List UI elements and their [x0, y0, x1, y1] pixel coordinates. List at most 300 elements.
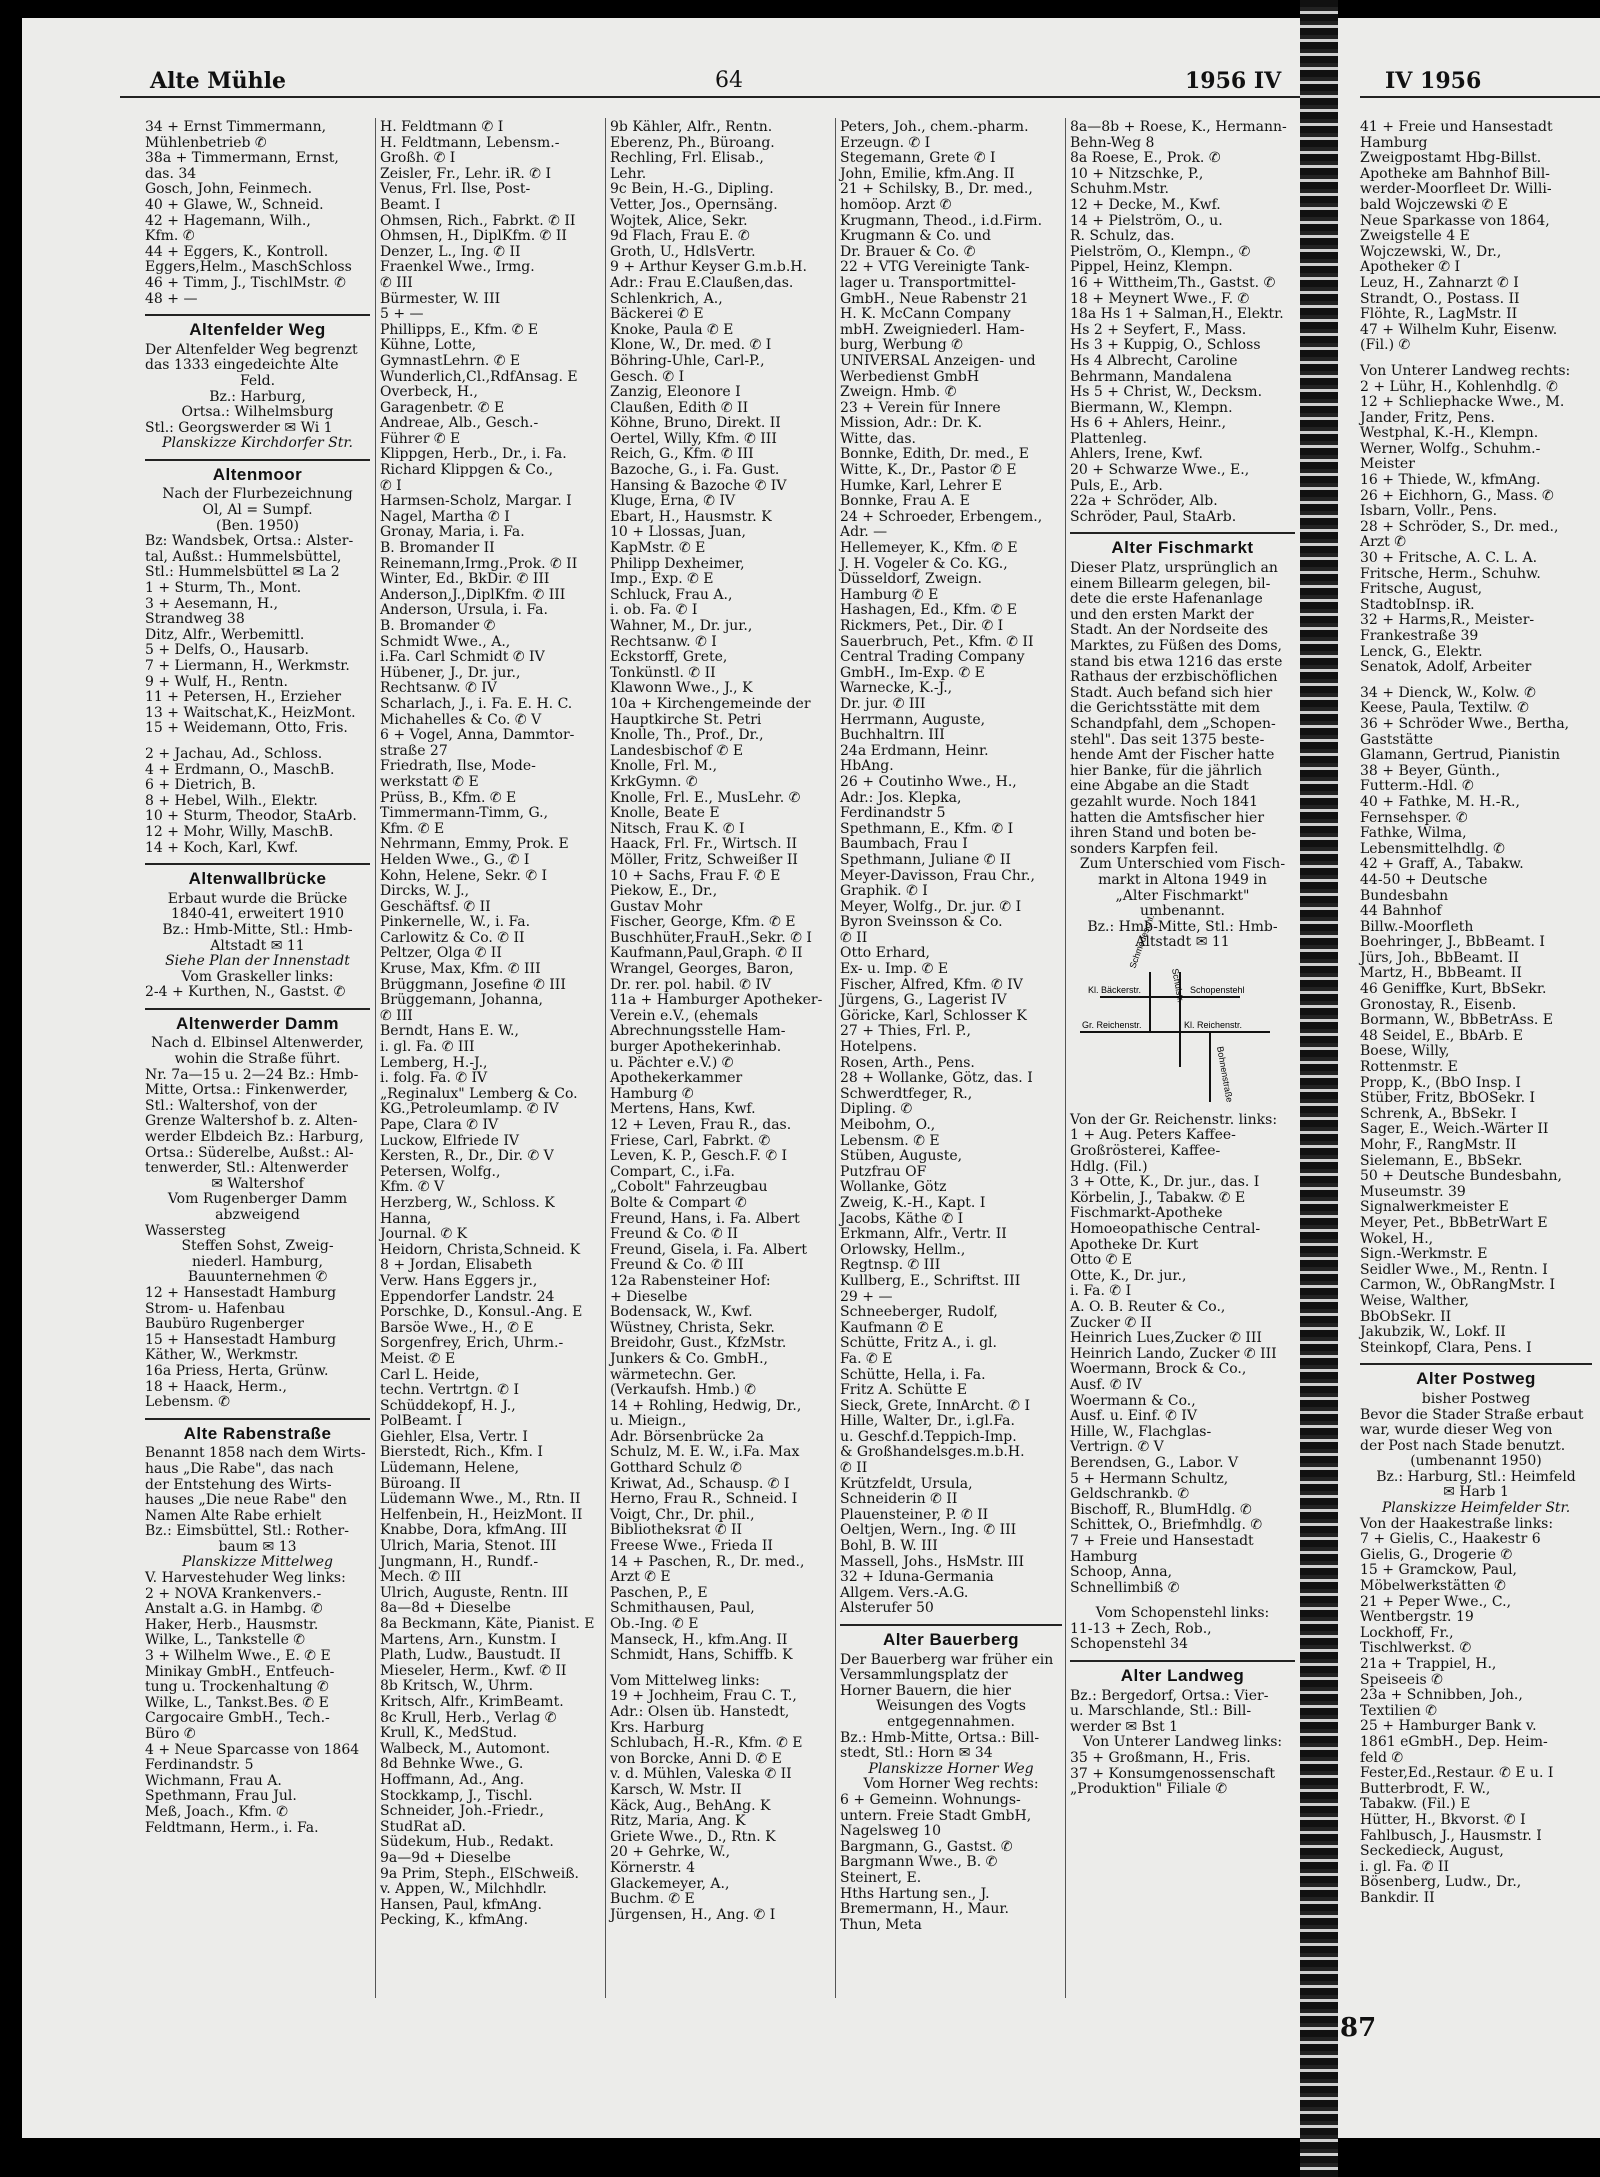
directory-entry: Martens, Arn., Kunstm. I [380, 1631, 557, 1648]
directory-entry: Hille, Walter, Dr., i.gl.Fa. [840, 1413, 1015, 1430]
directory-entry: Schulz, M. E. W., i.Fa. Max [610, 1444, 800, 1461]
directory-entry: Otto ✆ E [1070, 1252, 1133, 1269]
directory-entry: werder Elbdeich Bz.: Harburg, [145, 1129, 364, 1146]
directory-entry: Hamburg [1070, 1548, 1138, 1565]
directory-entry: die Gerichtsstätte mit dem [1070, 700, 1260, 717]
directory-entry: Werner, Wolfg., Schuhm.- [1360, 440, 1541, 457]
directory-entry: stedt, Stl.: Horn ✉ 34 [840, 1745, 993, 1762]
directory-entry: Propp, K., (BbO Insp. I [1360, 1074, 1521, 1091]
directory-entry: Manseck, H., kfm.Ang. II [610, 1631, 788, 1648]
directory-entry: Haker, Herb., Hausmstr. [145, 1616, 319, 1633]
directory-entry: Mission, Adr.: Dr. K. [840, 415, 983, 432]
directory-entry: 12 + Leven, Frau R., das. [610, 1117, 792, 1133]
directory-entry: Böhring-Uhle, Carl-P., [610, 352, 765, 369]
directory-entry: Biermann, W., Klempn. [1070, 399, 1233, 416]
street-note: Bz.: Hmb-Mitte, Stl.: Hmb- [1087, 918, 1278, 935]
directory-entry: Textilien ✆ [1360, 1702, 1437, 1719]
directory-entry: 5 + Hermann Schultz, [1070, 1470, 1229, 1487]
directory-entry: v. d. Mühlen, Valeska ✆ II [610, 1766, 792, 1783]
directory-entry: Bormann, W., BbBetrAss. E [1360, 1012, 1553, 1029]
directory-entry: Hamburg ✆ [610, 1085, 694, 1102]
directory-entry: KrkGymn. ✆ [610, 773, 698, 790]
directory-entry: Stüber, Fritz, BbOSekr. I [1360, 1090, 1535, 1107]
directory-entry: Schnellimbiß ✆ [1070, 1579, 1180, 1596]
directory-entry: Oeltjen, Wern., Ing. ✆ III [840, 1522, 1017, 1539]
directory-entry: GmbH., Neue Rabenstr 21 [840, 290, 1029, 307]
street-note: Vom Rugenberger Damm [167, 1191, 348, 1208]
directory-entry: Hotelpens. [840, 1039, 917, 1056]
directory-entry: untern. Freie Stadt GmbH, [840, 1807, 1032, 1824]
directory-entry: 2-4 + Kurthen, N., Gastst. ✆ [145, 984, 346, 1001]
directory-entry: ✆ II [840, 929, 868, 946]
directory-entry: GymnastLehrn. ✆ E [380, 352, 521, 369]
directory-entry: Billw.-Moorfleth [1360, 918, 1474, 935]
directory-entry: Warnecke, K.-J., [840, 680, 953, 697]
directory-entry: 38 + Beyer, Günth., [1360, 762, 1501, 779]
directory-entry: Hamburg ✆ E [840, 586, 939, 603]
directory-entry: stehl". Das seit 1375 beste- [1070, 731, 1265, 748]
directory-entry: Stl.: Georgswerder ✉ Wi 1 [145, 419, 333, 436]
directory-entry: 12 + Schliephacke Wwe., M. [1360, 394, 1565, 411]
directory-entry: Versammlungsplatz der [840, 1667, 1008, 1684]
directory-entry: Anstalt a.G. in Hambg. ✆ [145, 1601, 323, 1618]
directory-entry: i. folg. Fa. ✆ IV [380, 1070, 488, 1087]
directory-entry: 2 + Lühr, H., Kohlenhdlg. ✆ [1360, 378, 1558, 395]
directory-entry: 10 + Llossas, Juan, [610, 524, 746, 541]
directory-entry: 11-13 + Zech, Rob., [1070, 1620, 1212, 1637]
directory-entry: Apotheker ✆ I [1360, 259, 1461, 276]
directory-entry: Freund, Hans, i. Fa. Albert [610, 1210, 800, 1227]
directory-entry: Isbarn, Vollr., Pens. [1360, 503, 1498, 520]
directory-entry: Schmidt, Hans, Schiffb. K [610, 1647, 793, 1664]
directory-entry: hier Banke, für die jährlich [1070, 762, 1262, 779]
directory-entry: Sager, E., Weich.-Wärter II [1360, 1121, 1549, 1138]
directory-entry: Lebensm. ✆ E [840, 1132, 940, 1149]
directory-entry: Jürgens, G., Lagerist IV [840, 992, 1007, 1009]
directory-entry: Schmidt Wwe., A., [380, 633, 511, 650]
directory-entry: Bargmann, G., Gastst. ✆ [840, 1838, 1013, 1855]
directory-entry: 16 + Wittheim,Th., Gastst. ✆ [1070, 274, 1276, 291]
directory-entry: straße 27 [380, 742, 448, 759]
directory-entry: Leven, K. P., Gesch.F. ✆ I [610, 1148, 788, 1165]
directory-entry: Plath, Ludw., Baustudt. II [380, 1647, 561, 1664]
directory-entry: Ferdinandstr. 5 [145, 1757, 254, 1774]
directory-entry: (Verkaufsh. Hmb.) ✆ [610, 1382, 756, 1399]
directory-entry: 30 + Fritsche, A. C. L. A. [1360, 550, 1538, 567]
directory-entry: Gotthard Schulz ✆ [610, 1460, 742, 1477]
directory-entry: Schrenk, A., BbSekr. I [1360, 1105, 1517, 1122]
directory-entry: Strandweg 38 [145, 611, 245, 628]
street-note: umbenannt. [1139, 903, 1225, 920]
directory-entry: Bolte & Compart ✆ [610, 1194, 747, 1211]
directory-entry: 21 + Schilsky, B., Dr. med., [840, 181, 1033, 198]
directory-entry: Minikay GmbH., Entfeuch- [145, 1663, 335, 1680]
directory-entry: 11a + Hamburger Apotheker- [610, 992, 823, 1009]
directory-entry: Kersten, R., Dr., Dir. ✆ V [380, 1148, 554, 1165]
directory-entry: Fischmarkt-Apotheke [1070, 1205, 1223, 1222]
directory-entry: tung u. Trockenhaltung ✆ [145, 1679, 329, 1696]
directory-entry: 5 + — [380, 306, 424, 323]
directory-entry: Feldtmann, Herm., i. Fa. [145, 1819, 319, 1836]
directory-entry: 7 + Gielis, C., Haakestr 6 [1360, 1531, 1541, 1548]
directory-entry: Woermann, Brock & Co., [1070, 1361, 1247, 1378]
directory-entry: ✆ II [840, 1460, 868, 1477]
directory-entry: Hauptkirche St. Petri [610, 711, 762, 728]
directory-entry: Meyer, Wolfg., Dr. jur. ✆ I [840, 898, 1022, 915]
directory-entry: KG.,Petroleumlamp. ✆ IV [380, 1101, 559, 1118]
directory-entry: Fischer, George, Kfm. ✆ E [610, 914, 796, 931]
directory-entry: Schluck, Frau A., [610, 586, 733, 603]
directory-entry: hauses „Die neue Rabe" den [145, 1492, 347, 1509]
directory-entry: Berndt, Hans E. W., [380, 1023, 519, 1040]
map-street-label: Bohnenstraße [1215, 1045, 1235, 1103]
directory-entry: Bz.: Hmb-Mitte, Ortsa.: Bill- [840, 1729, 1040, 1746]
directory-entry: Tischlwerkst. ✆ [1360, 1640, 1472, 1657]
directory-entry: Jacobs, Käthe ✆ I [840, 1210, 964, 1227]
directory-entry: 15 + Hansestadt Hamburg [145, 1331, 337, 1348]
directory-entry: Anderson, Ursula, i. Fa. [380, 602, 548, 619]
directory-entry: Gaststätte [1360, 731, 1434, 748]
directory-entry: Spethmann, Juliane ✆ II [840, 851, 1011, 868]
directory-entry: Schmithausen, Paul, [610, 1600, 755, 1617]
directory-entry: Ohmsen, H., DiplKfm. ✆ II [380, 228, 567, 245]
street-note: (umbenannt 1950) [1410, 1453, 1542, 1470]
directory-entry: 21a + Trappiel, H., [1360, 1656, 1497, 1672]
map-street-label: Kl. Reichenstr. [1184, 1019, 1243, 1030]
directory-entry: Berendsen, G., Labor. V [1070, 1454, 1239, 1471]
directory-entry: Pippel, Heinz, Klempn. [1070, 259, 1233, 276]
directory-entry: Ahlers, Irene, Kwf. [1070, 446, 1203, 463]
directory-entry: Buchhaltrn. III [840, 727, 945, 744]
directory-entry: Homoeopathische Central- [1070, 1221, 1261, 1238]
directory-entry: das 1333 eingedeichte Alte [145, 357, 339, 374]
directory-entry: Hs 3 + Kuppig, O., Schloss [1070, 337, 1261, 354]
street-note: Bz.: Harburg, Stl.: Heimfeld [1376, 1468, 1576, 1485]
directory-entry: 6 + Dietrich, B. [145, 777, 256, 794]
directory-entry: 24 + Schroeder, Erbengem., [840, 508, 1043, 525]
directory-entry: A. O. B. Reuter & Co., [1070, 1299, 1226, 1315]
street-note: Ortsa.: Wilhelmsburg [181, 404, 334, 421]
directory-entry: Allgem. Vers.-A.G. [840, 1584, 969, 1601]
directory-entry: B. Bromander II [380, 540, 495, 557]
directory-entry: mbH. Zweigniederl. Ham- [840, 321, 1025, 338]
directory-entry: Lockhoff, Fr., [1360, 1624, 1454, 1641]
directory-entry: 5 + Delfs, O., Hausarb. [145, 642, 310, 659]
plan-reference: Planskizze Mittelweg [182, 1554, 333, 1571]
directory-entry: u. Marschlande, Stl.: Bill- [1070, 1703, 1252, 1720]
directory-entry: 44 + Eggers, K., Kontroll. [145, 243, 329, 260]
directory-entry: 26 + Eichhorn, G., Mass. ✆ [1360, 487, 1554, 504]
directory-entry: 44 Bahnhof [1360, 903, 1442, 920]
directory-entry: Schoop, Anna, [1070, 1564, 1173, 1581]
directory-entry: Massell, Johs., HsMstr. III [840, 1553, 1024, 1570]
directory-entry: 18a Hs 1 + Salman,H., Elektr. [1070, 306, 1284, 323]
directory-entry: Stadt. Auch befand sich hier [1070, 684, 1273, 701]
directory-entry: KapMstr. ✆ E [610, 540, 706, 557]
directory-entry: Meibohm, O., [840, 1117, 936, 1133]
directory-entry: Behn-Weg 8 [1070, 134, 1155, 151]
directory-entry: 20 + Gehrke, W., [610, 1844, 731, 1861]
directory-entry: 46 + Timm, J., TischlMstr. ✆ [145, 274, 346, 291]
directory-entry: Bargmann Wwe., B. ✆ [840, 1854, 998, 1871]
directory-entry: H. K. McCann Company [840, 306, 1011, 323]
directory-entry: 8d Behnke Wwe., G. [380, 1756, 524, 1773]
street-note: Bz.: Hmb-Mitte, Stl.: Hmb- [162, 921, 353, 938]
street-note: ✉ Waltershof [211, 1175, 304, 1192]
directory-entry: 14 + Paschen, R., Dr. med., [610, 1553, 805, 1570]
directory-entry: war, wurde dieser Weg von [1360, 1422, 1553, 1439]
directory-entry: Hs 6 + Ahlers, Heinr., [1070, 415, 1227, 432]
directory-entry: 38a + Timmermann, Ernst, [145, 150, 339, 167]
directory-entry: Schütte, Hella, i. Fa. [840, 1366, 986, 1383]
directory-entry: 40 + Fathke, M. H.-R., [1360, 793, 1520, 810]
directory-entry: Friese, Carl, Fabrkt. ✆ [610, 1132, 771, 1149]
directory-entry: „Cobolt" Fahrzeugbau [610, 1179, 768, 1196]
directory-entry: Peters, Joh., chem.-pharm. [840, 119, 1029, 135]
directory-entry: Bonnke, Edith, Dr. med., E [840, 446, 1029, 463]
directory-entry: ✆ III [380, 274, 413, 291]
street-note: Altstadt ✉ 11 [1135, 934, 1230, 951]
directory-entry: Kaufmann,Paul,Graph. ✆ II [610, 945, 803, 962]
directory-entry: Luckow, Elfriede IV [380, 1132, 519, 1149]
directory-entry: Neue Sparkasse von 1864, [1360, 212, 1550, 229]
directory-entry: Bazoche, G., i. Fa. Gust. [610, 462, 780, 479]
directory-entry: Boehringer, J., BbBeamt. I [1360, 934, 1545, 951]
directory-entry: Hille, W., Flachglas- [1070, 1423, 1212, 1440]
directory-entry: 26 + Coutinho Wwe., H., [840, 773, 1017, 790]
directory-entry: 8a—8b + Roese, K., Hermann- [1070, 119, 1287, 135]
street-note: Altstadt ✉ 11 [210, 937, 305, 954]
directory-entry: burger Apothekerinhab. [610, 1039, 782, 1056]
directory-entry: Körbelin, J., Tabakw. ✆ E [1070, 1189, 1246, 1206]
directory-entry: Herno, Frau R., Schneid. I [610, 1491, 798, 1508]
directory-entry: Stockkamp, J., Tischl. [380, 1787, 533, 1804]
column-rule [605, 118, 606, 1998]
directory-entry: Ebart, H., Hausmstr. K [610, 508, 772, 525]
street-heading: Alter Landweg [1070, 1660, 1295, 1684]
directory-entry: Schwerdtfeger, R., [840, 1085, 973, 1102]
column-rule [375, 118, 376, 1998]
directory-entry: Thun, Meta [840, 1916, 922, 1933]
directory-entry: 9d Flach, Frau E. ✆ [610, 228, 750, 245]
directory-entry: Möller, Fritz, Schweißer II [610, 851, 798, 868]
directory-entry: 12 + Decke, M., Kwf. [1070, 196, 1221, 213]
street-note: markt in Altona 1949 in [1098, 871, 1267, 888]
street-note: Weisungen des Vogts [876, 1698, 1026, 1715]
directory-entry: techn. Vertrtgn. ✆ I [380, 1382, 520, 1399]
directory-entry: Griete Wwe., D., Rtn. K [610, 1828, 776, 1845]
directory-entry: Zweign. Hmb. ✆ [840, 384, 957, 401]
directory-entry: Hashagen, Ed., Kfm. ✆ E [840, 602, 1018, 619]
street-note: wohin die Straße führt. [174, 1051, 341, 1068]
directory-entry: 4 + Neue Sparcasse von 1864 [145, 1741, 360, 1758]
directory-entry: Spethmann, E., Kfm. ✆ I [840, 820, 1014, 837]
directory-entry: i. gl. Fa. ✆ II [1360, 1858, 1449, 1875]
directory-entry: Von Unterer Landweg rechts: [1360, 362, 1571, 379]
directory-entry: Imp., Exp. ✆ E [610, 571, 714, 588]
directory-entry: u. Mieign., [610, 1413, 687, 1430]
directory-entry: Sorgenfrey, Erich, Uhrm.- [380, 1335, 564, 1352]
directory-entry: Schopenstehl 34 [1070, 1636, 1188, 1653]
directory-entry: Nagelsweg 10 [840, 1823, 942, 1840]
directory-entry: Flöhte, R., LagMstr. II [1360, 306, 1518, 323]
directory-entry: Mohr, F., RangMstr. II [1360, 1137, 1517, 1153]
directory-entry: Kluge, Erna, ✆ IV [610, 493, 736, 510]
directory-entry: 12 + Hansestadt Hamburg [145, 1284, 337, 1301]
directory-entry: i. ob. Fa. ✆ I [610, 602, 698, 619]
directory-entry: Gesch. ✆ I [610, 368, 685, 385]
directory-entry: 10 + Nitzschke, P., [1070, 165, 1204, 182]
directory-entry: Zucker ✆ II [1070, 1314, 1152, 1331]
directory-entry: Steinert, E. [840, 1869, 922, 1886]
street-note: (Ben. 1950) [215, 517, 300, 534]
directory-entry: Stadt. An der Nordseite des [1070, 622, 1269, 639]
street-note: niederl. Hamburg, [191, 1253, 323, 1270]
directory-entry: ✆ III [380, 1007, 413, 1024]
directory-entry: Pielström, O., Klempn., ✆ [1070, 243, 1251, 260]
directory-entry: Knolle, Frl. M., [610, 758, 718, 775]
street-heading: Altenmoor [145, 459, 370, 483]
directory-entry: sonders Karpfen feil. [1070, 840, 1219, 857]
directory-entry: Bundesbahn [1360, 887, 1449, 904]
directory-entry: 32 + Harms,R., Meister- [1360, 612, 1535, 629]
directory-entry: Brüggmann, Josefine ✆ III [380, 976, 566, 993]
directory-entry: Carmon, W., ObRangMstr. I [1360, 1277, 1556, 1294]
directory-entry: Philipp Dexheimer, [610, 555, 745, 572]
directory-entry: Rosen, Arth., Pens. [840, 1054, 975, 1071]
directory-entry: 8 + Jordan, Elisabeth [380, 1257, 533, 1274]
directory-entry: 27 + Thies, Frl. P., [840, 1023, 971, 1040]
directory-entry: 19 + Jochheim, Frau C. T., [610, 1688, 797, 1705]
directory-entry: Karsch, W. Mstr. II [610, 1781, 742, 1798]
plan-reference: Planskizze Heimfelder Str. [1381, 1500, 1571, 1517]
directory-entry: Tonkünstl. ✆ II [610, 664, 716, 681]
directory-entry: Michahelles & Co. ✆ V [380, 711, 542, 728]
directory-entry: Peltzer, Olga ✆ II [380, 945, 502, 962]
directory-entry: Alsterufer 50 [840, 1600, 934, 1617]
directory-entry: Horner Bauern, die hier [840, 1682, 1011, 1699]
directory-entry: Fraenkel Wwe., Irmg. [380, 259, 535, 276]
directory-entry: Krs. Harburg [610, 1719, 705, 1736]
directory-entry: 3 + Otte, K., Dr. jur., das. I [1070, 1174, 1260, 1191]
directory-entry: 40 + Glawe, W., Schneid. [145, 196, 324, 213]
directory-entry: 32 + Iduna-Germania [840, 1569, 994, 1586]
directory-entry: Heinrich Lando, Zucker ✆ III [1070, 1345, 1277, 1362]
directory-entry: Bonnke, Frau A. E [840, 493, 970, 510]
directory-entry: Plattenleg. [1070, 430, 1147, 447]
plan-reference: Planskizze Horner Weg [868, 1760, 1034, 1777]
directory-entry: Wilke, L., Tankstelle ✆ [145, 1632, 306, 1649]
directory-entry: Wentbergstr. 19 [1360, 1609, 1474, 1626]
directory-entry: Körnerstr. 4 [610, 1859, 695, 1876]
directory-entry: Byron Sveinsson & Co. [840, 914, 1003, 931]
directory-entry: gezahlt wurde. Noch 1841 [1070, 793, 1258, 810]
directory-entry: Rickmers, Pet., Dir. ✆ I [840, 618, 1004, 634]
directory-entry: 35 + Großmann, H., Fris. [1070, 1750, 1251, 1767]
directory-entry: einem Billearm gelegen, bil- [1070, 575, 1271, 592]
directory-entry: 12a Rabensteiner Hof: [610, 1272, 771, 1289]
directory-entry: Timmermann-Timm, G., [380, 805, 549, 822]
directory-entry: Hdlg. (Fil.) [1070, 1158, 1148, 1175]
directory-entry: Kfm. ✆ E [380, 820, 445, 837]
directory-entry: 8a—8d + Dieselbe [380, 1600, 511, 1617]
directory-entry: Bischoff, R., BlumHdlg. ✆ [1070, 1501, 1252, 1518]
directory-entry: Ausf. u. Einf. ✆ IV [1070, 1408, 1197, 1425]
directory-entry: u. Geschf.d.Teppich-Imp. [840, 1428, 1017, 1445]
directory-entry: Vom Mittelweg links: [610, 1672, 760, 1689]
directory-entry: Der Bauerberg war früher ein [840, 1651, 1054, 1668]
directory-entry: Adr.: Jos. Klepka, [840, 789, 962, 806]
directory-entry: Eberenz, Ph., Büroang. [610, 134, 775, 151]
directory-entry: Glackemeyer, A., [610, 1875, 730, 1892]
directory-entry: Eppendorfer Landstr. 24 [380, 1288, 555, 1305]
directory-entry: Dircks, W. J., [380, 883, 470, 900]
directory-entry: Wrangel, Georges, Baron, [610, 961, 794, 978]
directory-entry: Steinkopf, Clara, Pens. I [1360, 1339, 1532, 1356]
directory-entry: John, Emilie, kfm.Ang. II [840, 165, 1015, 182]
directory-entry: Orlowsky, Hellm., [840, 1241, 966, 1258]
directory-entry: Carl L. Heide, [380, 1366, 480, 1383]
directory-entry: Wassersteg [145, 1222, 226, 1239]
directory-entry: 3 + Wilhelm Wwe., E. ✆ E [145, 1648, 331, 1665]
directory-entry: Hs 4 Albrecht, Caroline [1070, 352, 1238, 369]
directory-entry: Kullberg, E., Schriftst. III [840, 1272, 1021, 1289]
directory-entry: Mühlenbetrieb ✆ [145, 134, 267, 151]
directory-entry: Wichmann, Frau A. [145, 1772, 282, 1789]
directory-entry: Dr. rer. pol. habil. ✆ IV [610, 976, 772, 993]
directory-entry: Futterm.-Hdl. ✆ [1360, 778, 1474, 795]
directory-entry: Wollanke, Götz [840, 1179, 947, 1196]
directory-entry: Dr. Brauer & Co. ✆ [840, 243, 976, 260]
directory-entry: Behrmann, Mandalena [1070, 368, 1232, 385]
directory-entry: i.Fa. Carl Schmidt ✆ IV [380, 649, 545, 666]
directory-entry: Kaufmann ✆ E [840, 1319, 944, 1336]
directory-entry: UNIVERSAL Anzeigen- und [840, 352, 1036, 369]
directory-entry: Eckstorff, Grete, [610, 649, 728, 666]
directory-entry: Arzt ✆ E [610, 1569, 671, 1586]
directory-entry: Fritz A. Schütte E [840, 1382, 968, 1399]
directory-column-1 [145, 120, 370, 1836]
directory-entry: Fernsehsper. ✆ [1360, 809, 1468, 826]
directory-entry: Fischer, Alfred, Kfm. ✆ IV [840, 976, 1023, 993]
directory-entry: Spethmann, Frau Jul. [145, 1788, 297, 1805]
directory-entry: Bz.: Eimsbüttel, Stl.: Rother- [145, 1523, 349, 1540]
directory-entry: Werbedienst GmbH [840, 368, 980, 385]
street-note: Vom Graskeller links: [181, 968, 334, 985]
directory-entry: Barsöe Wwe., H., ✆ E [380, 1319, 534, 1336]
directory-entry: Strom- u. Hafenbau [145, 1300, 286, 1317]
directory-entry: Wojczewski, W., Dr., [1360, 243, 1502, 260]
directory-entry: 28 + Schröder, S., Dr. med., [1360, 518, 1559, 535]
directory-entry: Journal. ✆ K [380, 1226, 468, 1243]
directory-entry: Lebensmittelhdlg. ✆ [1360, 840, 1505, 857]
plan-reference: Planskizze Kirchdorfer Str. [162, 435, 353, 452]
directory-entry: BbObSekr. II [1360, 1308, 1452, 1325]
directory-entry: Geldschrankb. ✆ [1070, 1486, 1190, 1503]
directory-entry: haus „Die Rabe", das nach [145, 1460, 334, 1477]
directory-entry: Wunderlich,Cl.,RdfAnsag. E [380, 368, 578, 385]
directory-entry: Beamt. I [380, 196, 441, 213]
directory-entry: 42 + Graff, A., Tabakw. [1360, 856, 1524, 873]
directory-entry: 18 + Meynert Wwe., F. ✆ [1070, 290, 1250, 307]
column-rule [835, 118, 836, 1998]
directory-entry: 44-50 + Deutsche [1360, 871, 1488, 888]
directory-entry: Meß, Joach., Kfm. ✆ [145, 1803, 289, 1820]
directory-entry: Witte, K., Dr., Pastor ✆ E [840, 462, 1017, 479]
directory-entry: Putzfrau OF [840, 1163, 927, 1180]
directory-entry: 1861 eGmbH., Dep. Heim- [1360, 1733, 1548, 1750]
directory-entry: feld ✆ [1360, 1749, 1404, 1766]
